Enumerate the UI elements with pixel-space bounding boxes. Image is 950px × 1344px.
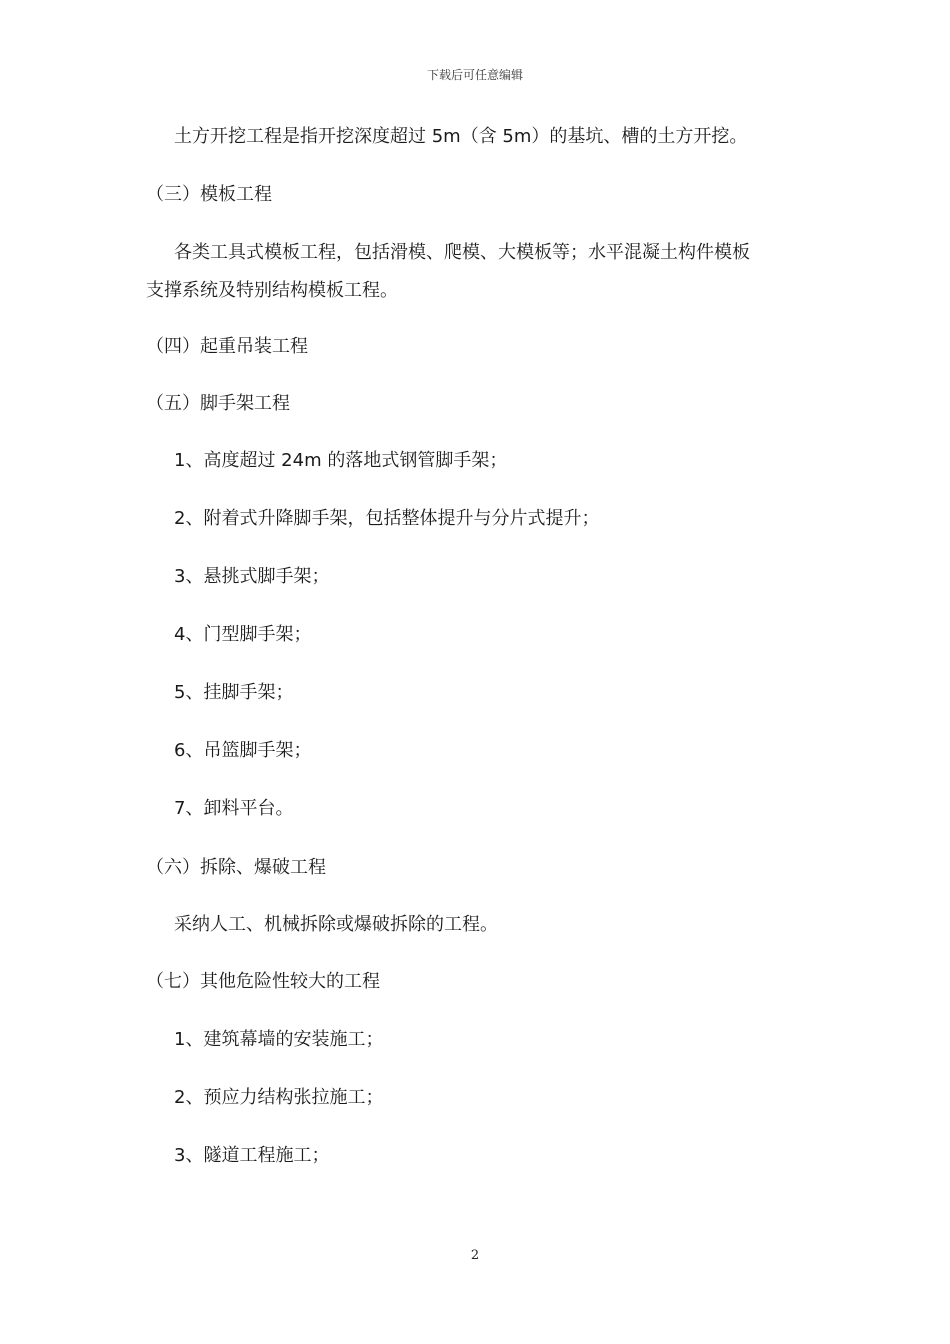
list-item-scaffold-1: 1、高度超过 24m 的落地式钢管脚手架；: [174, 450, 508, 471]
paragraph-earthwork: 土方开挖工程是指开挖深度超过 5m（含 5m）的基坑、槽的土方开挖。: [174, 126, 748, 147]
list-item-scaffold-7: 7、卸料平台。: [174, 798, 294, 819]
section-heading-formwork: （三）模板工程: [146, 184, 272, 205]
page-header: 下载后可任意编辑: [426, 68, 523, 82]
section-heading-demolition: （六）拆除、爆破工程: [146, 857, 326, 878]
paragraph-demolition: 采纳人工、机械拆除或爆破拆除的工程。: [174, 914, 498, 935]
list-item-scaffold-2: 2、附着式升降脚手架，包括整体提升与分片式提升；: [174, 508, 600, 529]
list-item-scaffold-6: 6、吊篮脚手架；: [174, 740, 312, 761]
section-heading-other: （七）其他危险性较大的工程: [146, 971, 380, 992]
paragraph-formwork-line-1: 各类工具式模板工程，包括滑模、爬模、大模板等；水平混凝土构件模板: [174, 242, 750, 263]
list-item-scaffold-4: 4、门型脚手架；: [174, 624, 312, 645]
section-heading-scaffolding: （五）脚手架工程: [146, 393, 290, 414]
list-item-other-2: 2、预应力结构张拉施工；: [174, 1087, 384, 1108]
list-item-other-3: 3、隧道工程施工；: [174, 1145, 330, 1166]
list-item-scaffold-3: 3、悬挑式脚手架；: [174, 566, 330, 587]
list-item-scaffold-5: 5、挂脚手架；: [174, 682, 294, 703]
page-number: 2: [470, 1248, 480, 1263]
paragraph-formwork-line-2: 支撑系统及特别结构模板工程。: [146, 280, 398, 301]
list-item-other-1: 1、建筑幕墙的安装施工；: [174, 1029, 384, 1050]
section-heading-hoisting: （四）起重吊装工程: [146, 336, 308, 357]
